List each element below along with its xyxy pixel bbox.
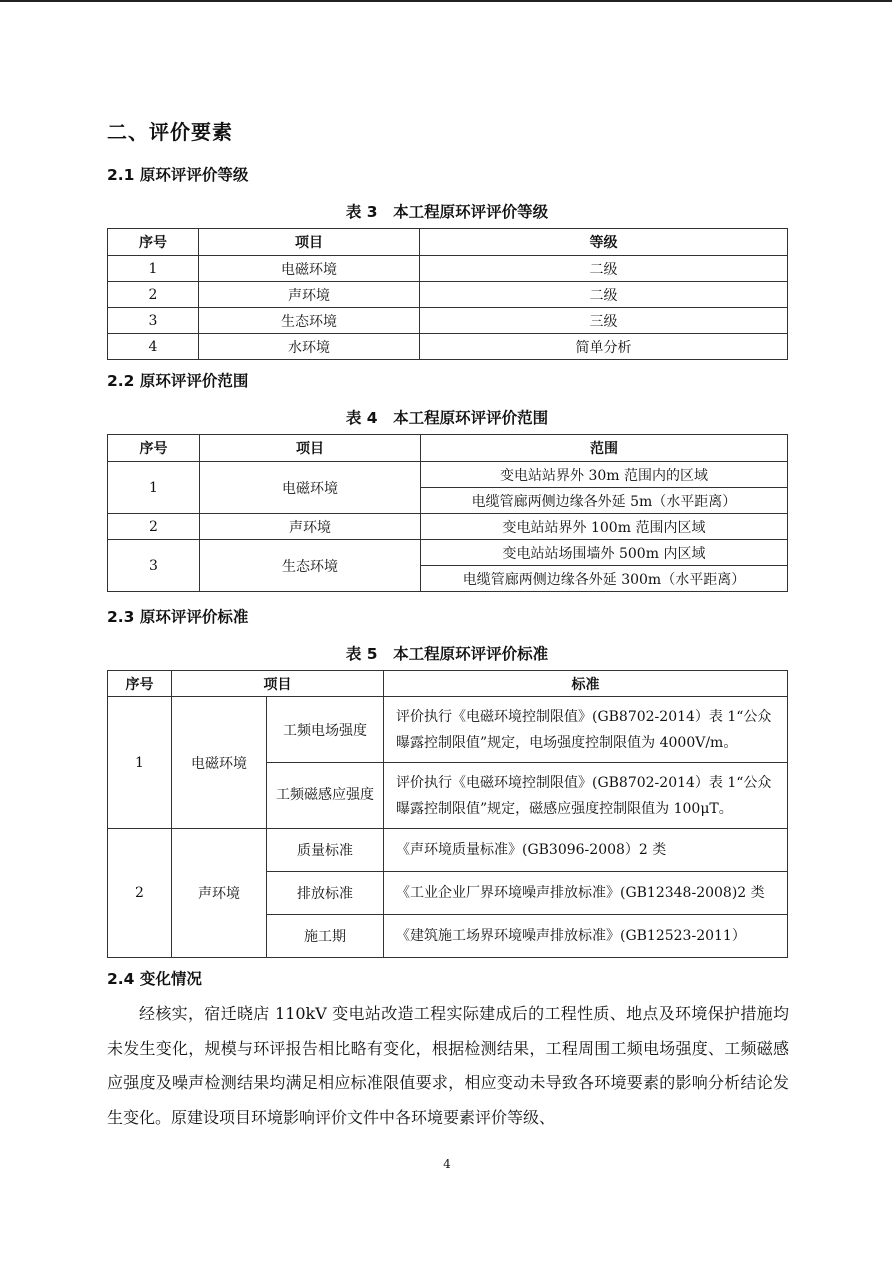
table-row [108,282,788,308]
table-header-row [108,229,788,256]
cell: 电缆管廊两侧边缘各外延 300m（水平距离） [421,566,788,592]
table-5-caption: 表 5 本工程原环评评价标准 [345,645,549,663]
table-row [108,829,788,872]
table-row [108,514,788,540]
cell: 电磁环境 [199,256,420,282]
cell: 电磁环境 [200,462,421,514]
cell: 3 [108,540,200,592]
table-row [108,462,788,488]
col-header: 等级 [420,229,788,256]
cell: 变电站站界外 100m 范围内区域 [421,514,788,540]
cell: 三级 [420,308,788,334]
col-header: 序号 [108,435,200,462]
table-header-row [108,435,788,462]
cell: 质量标准 [267,829,384,872]
col-header: 序号 [108,229,199,256]
col-header: 项目 [199,229,420,256]
col-header: 项目 [172,671,384,697]
heading-2-3: 2.3 原环评评价标准 [107,608,249,626]
page-number: 4 [443,1157,451,1171]
section-title: 二、评价要素 [107,120,233,144]
cell: 变电站站场围墙外 500m 内区域 [421,540,788,566]
table-4 [107,434,788,592]
table-4-caption: 表 4 本工程原环评评价范围 [345,409,549,427]
cell: 简单分析 [420,334,788,360]
cell: 1 [108,462,200,514]
cell: 排放标准 [267,872,384,915]
cell: 二级 [420,256,788,282]
cell: 1 [108,256,199,282]
cell: 声环境 [199,282,420,308]
cell: 评价执行《电磁环境控制限值》(GB8702-2014）表 1“公众曝露控制限值”规定，磁感应强度控制限值为 100μT。 [384,763,788,829]
cell: 生态环境 [199,308,420,334]
table-row [108,540,788,566]
body-paragraph: 经核实，宿迁晓店 110kV 变电站改造工程实际建成后的工程性质、地点及环境保护措施均未发生变化，规模与环评报告相比略有变化，根据检测结果，工程周围工频电场强度、工频磁感应强度及噪声检测结果均满足相应标准限值要求，相应变动未导致各环境要素的影响分析结论发生变化。原建设项目环境影响评价文件中各环境要素评价等级、 [107,1004,789,1127]
cell: 电缆管廊两侧边缘各外延 5m（水平距离） [421,488,788,514]
col-header: 范围 [421,435,788,462]
cell: 工频电场强度 [267,697,384,763]
col-header: 项目 [200,435,421,462]
col-header: 序号 [108,671,172,697]
cell: 《声环境质量标准》(GB3096-2008）2 类 [384,829,788,872]
table-row [108,256,788,282]
cell: 1 [108,697,172,829]
table-row [108,308,788,334]
cell: 声环境 [200,514,421,540]
cell: 评价执行《电磁环境控制限值》(GB8702-2014）表 1“公众曝露控制限值”规定，电场强度控制限值为 4000V/m。 [384,697,788,763]
table-header-row [108,671,788,697]
table-5 [107,670,788,958]
cell: 2 [108,282,199,308]
col-header: 标准 [384,671,788,697]
cell: 2 [108,829,172,958]
cell: 《工业企业厂界环境噪声排放标准》(GB12348-2008)2 类 [384,872,788,915]
table-row [108,697,788,763]
cell: 水环境 [199,334,420,360]
cell: 工频磁感应强度 [267,763,384,829]
cell: 二级 [420,282,788,308]
cell: 声环境 [172,829,267,958]
table-row [108,334,788,360]
heading-2-4: 2.4 变化情况 [107,970,202,988]
table-3 [107,228,788,360]
cell: 3 [108,308,199,334]
cell: 2 [108,514,200,540]
cell: 4 [108,334,199,360]
heading-2-1: 2.1 原环评评价等级 [107,166,249,184]
cell: 施工期 [267,915,384,958]
heading-2-2: 2.2 原环评评价范围 [107,372,249,390]
cell: 变电站站界外 30m 范围内的区域 [421,462,788,488]
table-3-caption: 表 3 本工程原环评评价等级 [345,203,549,221]
cell: 《建筑施工场界环境噪声排放标准》(GB12523-2011） [384,915,788,958]
cell: 电磁环境 [172,697,267,829]
top-rule [0,0,892,2]
cell: 生态环境 [200,540,421,592]
